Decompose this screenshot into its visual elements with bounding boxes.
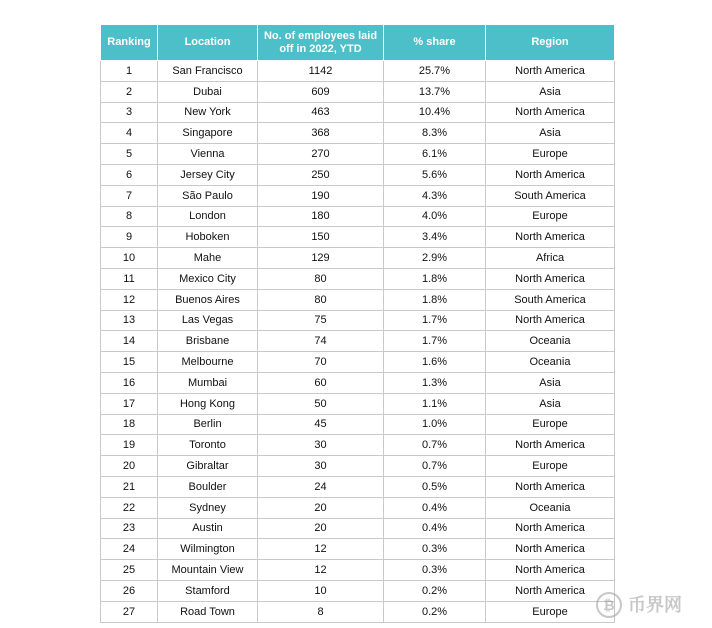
cell-ranking: 13	[101, 310, 158, 331]
cell-region: North America	[486, 61, 615, 82]
table-body	[101, 61, 615, 623]
cell-percent-share: 4.3%	[384, 185, 486, 206]
cell-location: Stamford	[158, 580, 258, 601]
cell-ranking: 23	[101, 518, 158, 539]
cell-employees-laid-off: 80	[258, 289, 384, 310]
cell-region: Europe	[486, 456, 615, 477]
cell-region: South America	[486, 289, 615, 310]
cell-ranking: 24	[101, 539, 158, 560]
table-row	[101, 539, 615, 560]
cell-location: Mahe	[158, 248, 258, 269]
cell-region: Asia	[486, 393, 615, 414]
cell-region: Asia	[486, 123, 615, 144]
cell-location: Gibraltar	[158, 456, 258, 477]
table-row	[101, 518, 615, 539]
cell-employees-laid-off: 24	[258, 476, 384, 497]
cell-ranking: 6	[101, 164, 158, 185]
table-row	[101, 310, 615, 331]
cell-employees-laid-off: 12	[258, 560, 384, 581]
table-row	[101, 435, 615, 456]
table-row	[101, 352, 615, 373]
cell-region: North America	[486, 435, 615, 456]
cell-employees-laid-off: 70	[258, 352, 384, 373]
cell-employees-laid-off: 190	[258, 185, 384, 206]
cell-percent-share: 1.8%	[384, 268, 486, 289]
cell-region: Asia	[486, 372, 615, 393]
table-row	[101, 601, 615, 622]
cell-employees-laid-off: 8	[258, 601, 384, 622]
cell-ranking: 3	[101, 102, 158, 123]
cell-percent-share: 13.7%	[384, 81, 486, 102]
cell-ranking: 7	[101, 185, 158, 206]
table-row	[101, 580, 615, 601]
table-row	[101, 144, 615, 165]
cell-ranking: 2	[101, 81, 158, 102]
cell-location: Mumbai	[158, 372, 258, 393]
cell-location: Hoboken	[158, 227, 258, 248]
column-header-percent-share: % share	[384, 25, 486, 61]
cell-location: São Paulo	[158, 185, 258, 206]
cell-percent-share: 25.7%	[384, 61, 486, 82]
cell-percent-share: 2.9%	[384, 248, 486, 269]
cell-percent-share: 1.1%	[384, 393, 486, 414]
cell-percent-share: 0.3%	[384, 539, 486, 560]
cell-ranking: 21	[101, 476, 158, 497]
cell-employees-laid-off: 180	[258, 206, 384, 227]
cell-employees-laid-off: 30	[258, 435, 384, 456]
cell-percent-share: 0.4%	[384, 518, 486, 539]
table-row	[101, 81, 615, 102]
cell-location: San Francisco	[158, 61, 258, 82]
cell-region: Europe	[486, 601, 615, 622]
cell-percent-share: 6.1%	[384, 144, 486, 165]
cell-region: Europe	[486, 206, 615, 227]
table-row	[101, 248, 615, 269]
cell-region: North America	[486, 310, 615, 331]
cell-ranking: 12	[101, 289, 158, 310]
cell-location: Sydney	[158, 497, 258, 518]
cell-employees-laid-off: 75	[258, 310, 384, 331]
cell-region: Europe	[486, 144, 615, 165]
cell-location: Road Town	[158, 601, 258, 622]
column-header-ranking: Ranking	[101, 25, 158, 61]
table-row	[101, 393, 615, 414]
cell-location: Las Vegas	[158, 310, 258, 331]
cell-ranking: 27	[101, 601, 158, 622]
cell-percent-share: 0.5%	[384, 476, 486, 497]
cell-ranking: 17	[101, 393, 158, 414]
cell-ranking: 14	[101, 331, 158, 352]
cell-percent-share: 1.6%	[384, 352, 486, 373]
table-row	[101, 372, 615, 393]
cell-ranking: 8	[101, 206, 158, 227]
cell-ranking: 1	[101, 61, 158, 82]
cell-location: New York	[158, 102, 258, 123]
cell-region: Oceania	[486, 331, 615, 352]
cell-percent-share: 1.0%	[384, 414, 486, 435]
cell-percent-share: 3.4%	[384, 227, 486, 248]
cell-percent-share: 0.7%	[384, 456, 486, 477]
column-header-location: Location	[158, 25, 258, 61]
layoffs-table-container	[100, 24, 614, 623]
cell-location: Boulder	[158, 476, 258, 497]
cell-percent-share: 0.2%	[384, 601, 486, 622]
table-row	[101, 414, 615, 435]
table-row	[101, 289, 615, 310]
cell-ranking: 20	[101, 456, 158, 477]
cell-percent-share: 1.7%	[384, 331, 486, 352]
table-row	[101, 227, 615, 248]
cell-ranking: 26	[101, 580, 158, 601]
cell-location: Hong Kong	[158, 393, 258, 414]
cell-location: Vienna	[158, 144, 258, 165]
cell-employees-laid-off: 12	[258, 539, 384, 560]
cell-location: Toronto	[158, 435, 258, 456]
table-row	[101, 497, 615, 518]
table-row	[101, 456, 615, 477]
cell-region: North America	[486, 476, 615, 497]
cell-region: North America	[486, 102, 615, 123]
cell-location: Brisbane	[158, 331, 258, 352]
cell-location: Melbourne	[158, 352, 258, 373]
cell-region: North America	[486, 580, 615, 601]
cell-region: Oceania	[486, 497, 615, 518]
cell-employees-laid-off: 609	[258, 81, 384, 102]
cell-employees-laid-off: 60	[258, 372, 384, 393]
cell-employees-laid-off: 20	[258, 518, 384, 539]
cell-percent-share: 10.4%	[384, 102, 486, 123]
cell-location: Austin	[158, 518, 258, 539]
watermark-text: 币界网	[628, 595, 682, 616]
table-row	[101, 123, 615, 144]
cell-ranking: 25	[101, 560, 158, 581]
cell-percent-share: 0.2%	[384, 580, 486, 601]
table-row	[101, 476, 615, 497]
cell-ranking: 15	[101, 352, 158, 373]
site-watermark	[594, 590, 700, 620]
cell-percent-share: 1.3%	[384, 372, 486, 393]
cell-region: Africa	[486, 248, 615, 269]
table-row	[101, 61, 615, 82]
cell-employees-laid-off: 80	[258, 268, 384, 289]
cell-ranking: 11	[101, 268, 158, 289]
column-header-region: Region	[486, 25, 615, 61]
cell-location: Buenos Aires	[158, 289, 258, 310]
cell-ranking: 18	[101, 414, 158, 435]
cell-region: Europe	[486, 414, 615, 435]
cell-region: North America	[486, 164, 615, 185]
cell-employees-laid-off: 74	[258, 331, 384, 352]
cell-location: Wilmington	[158, 539, 258, 560]
cell-employees-laid-off: 30	[258, 456, 384, 477]
cell-employees-laid-off: 50	[258, 393, 384, 414]
cell-region: South America	[486, 185, 615, 206]
cell-location: Singapore	[158, 123, 258, 144]
cell-percent-share: 1.8%	[384, 289, 486, 310]
cell-region: North America	[486, 268, 615, 289]
cell-ranking: 4	[101, 123, 158, 144]
cell-percent-share: 1.7%	[384, 310, 486, 331]
table-row	[101, 102, 615, 123]
cell-location: Jersey City	[158, 164, 258, 185]
cell-employees-laid-off: 20	[258, 497, 384, 518]
cell-location: Mountain View	[158, 560, 258, 581]
cell-employees-laid-off: 463	[258, 102, 384, 123]
cell-location: Dubai	[158, 81, 258, 102]
table-row	[101, 268, 615, 289]
cell-region: Asia	[486, 81, 615, 102]
cell-location: Mexico City	[158, 268, 258, 289]
cell-ranking: 22	[101, 497, 158, 518]
cell-location: Berlin	[158, 414, 258, 435]
table-row	[101, 331, 615, 352]
cell-employees-laid-off: 368	[258, 123, 384, 144]
cell-ranking: 10	[101, 248, 158, 269]
cell-employees-laid-off: 45	[258, 414, 384, 435]
cell-ranking: 16	[101, 372, 158, 393]
cell-percent-share: 0.3%	[384, 560, 486, 581]
cell-employees-laid-off: 250	[258, 164, 384, 185]
cell-percent-share: 4.0%	[384, 206, 486, 227]
cell-region: North America	[486, 518, 615, 539]
cell-employees-laid-off: 129	[258, 248, 384, 269]
table-row	[101, 185, 615, 206]
cell-percent-share: 0.7%	[384, 435, 486, 456]
cell-location: London	[158, 206, 258, 227]
cell-employees-laid-off: 1142	[258, 61, 384, 82]
cell-percent-share: 8.3%	[384, 123, 486, 144]
cell-region: Oceania	[486, 352, 615, 373]
column-header-employees-laid-off: No. of employees laid off in 2022, YTD	[258, 25, 384, 61]
cell-percent-share: 5.6%	[384, 164, 486, 185]
table-row	[101, 560, 615, 581]
bitcoin-coin-icon	[594, 590, 700, 620]
cell-ranking: 9	[101, 227, 158, 248]
cell-employees-laid-off: 270	[258, 144, 384, 165]
cell-region: North America	[486, 560, 615, 581]
cell-employees-laid-off: 10	[258, 580, 384, 601]
table-row	[101, 206, 615, 227]
table-row	[101, 164, 615, 185]
cell-region: North America	[486, 227, 615, 248]
cell-percent-share: 0.4%	[384, 497, 486, 518]
cell-ranking: 19	[101, 435, 158, 456]
cell-ranking: 5	[101, 144, 158, 165]
layoffs-table	[100, 24, 615, 623]
cell-region: North America	[486, 539, 615, 560]
header-row	[101, 25, 615, 61]
table-header	[101, 25, 615, 61]
svg-text:₿: ₿	[603, 598, 615, 614]
cell-employees-laid-off: 150	[258, 227, 384, 248]
